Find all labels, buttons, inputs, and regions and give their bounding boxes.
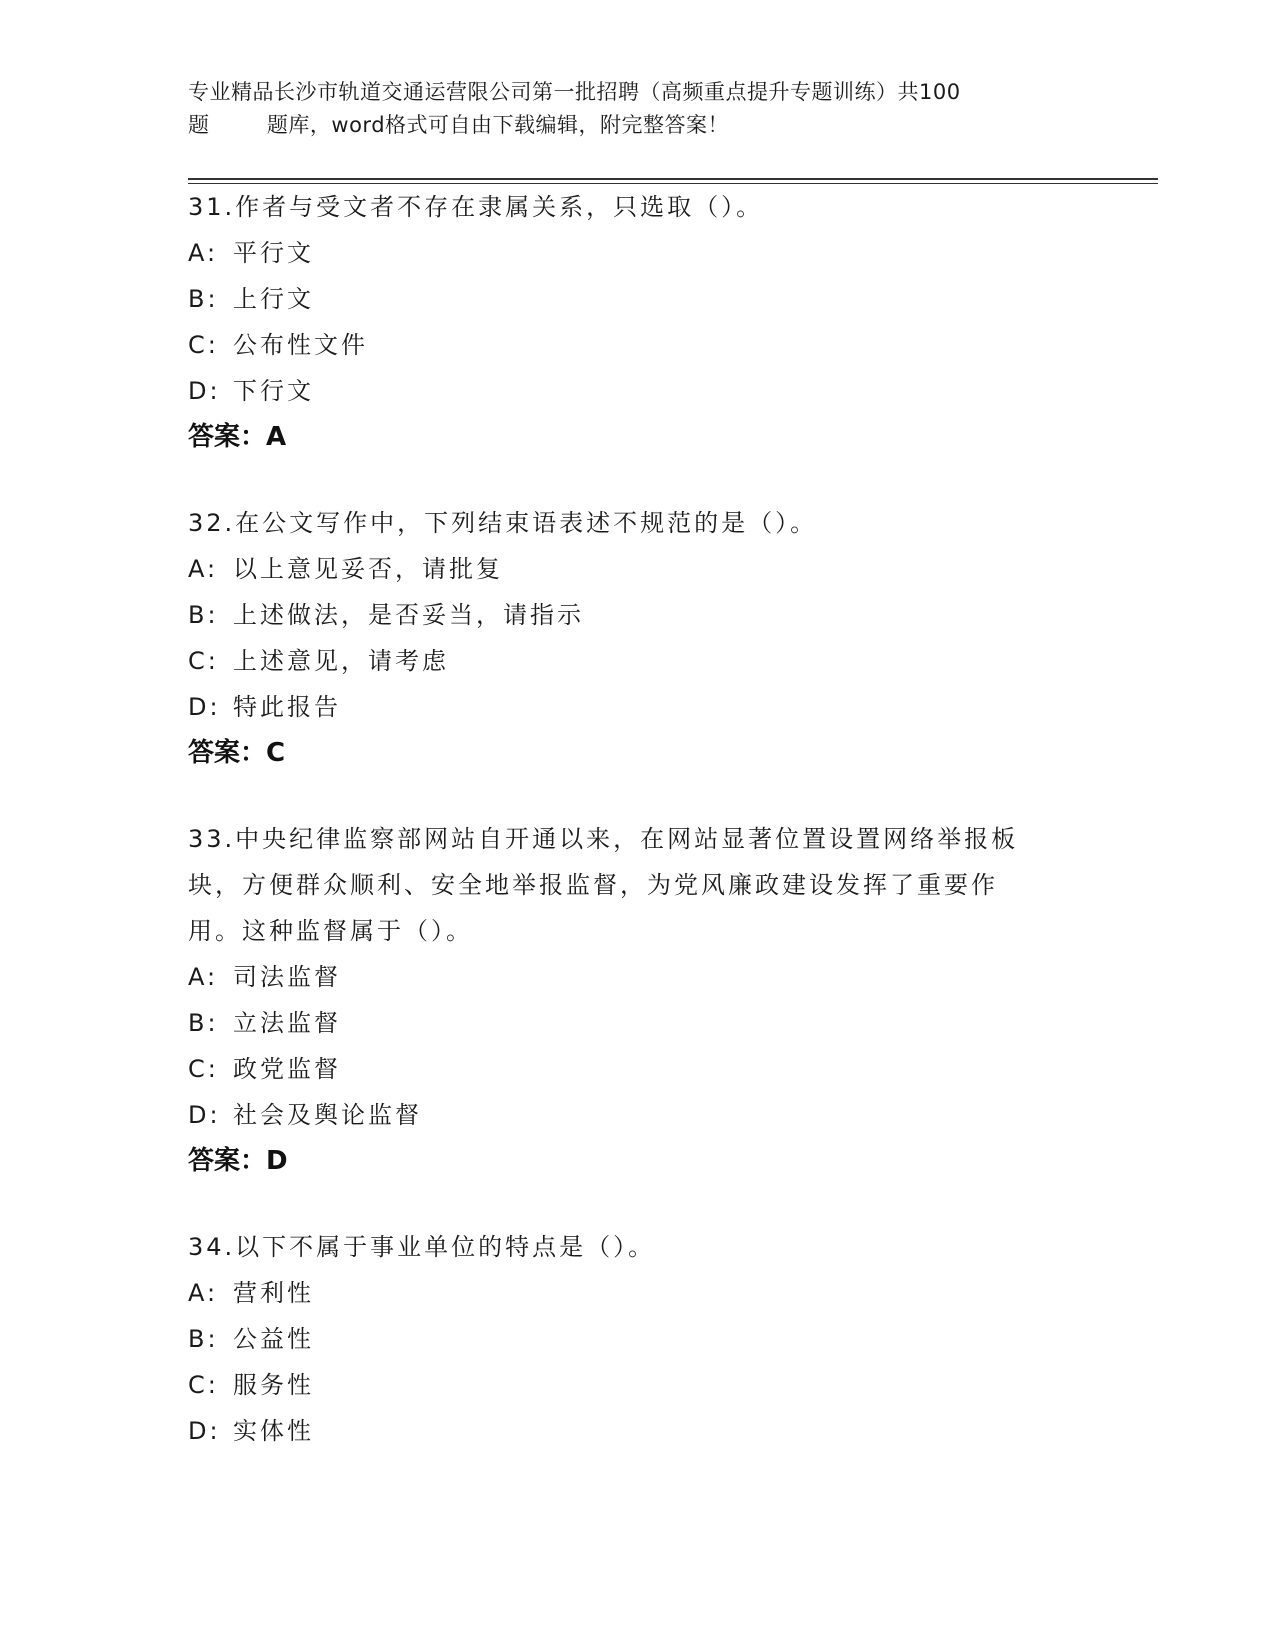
option-text: 司法监督 xyxy=(233,963,341,991)
document-header xyxy=(188,76,1088,142)
option-b xyxy=(188,592,1088,638)
option-key: D: xyxy=(188,1417,221,1445)
question-stem-line-3: 用。这种监督属于（）。 xyxy=(188,917,473,945)
option-text: 实体性 xyxy=(233,1417,314,1445)
option-key: B: xyxy=(188,601,219,629)
option-c xyxy=(188,638,1088,684)
option-text: 公益性 xyxy=(233,1325,314,1353)
option-text: 政党监督 xyxy=(233,1055,341,1083)
option-key: C: xyxy=(188,1055,219,1083)
answer-label: 答案：C xyxy=(188,738,286,768)
option-text: 上述意见，请考虑 xyxy=(233,647,449,675)
option-text: 服务性 xyxy=(233,1371,314,1399)
question-stem-line-2: 块，方便群众顺利、安全地举报监督，为党风廉政建设发挥了重要作 xyxy=(188,871,998,899)
option-key: D: xyxy=(188,693,221,721)
question-stem-line-1: 33.中央纪律监察部网站自开通以来，在网站显著位置设置网络举报板 xyxy=(188,825,1019,853)
option-b xyxy=(188,1000,1088,1046)
option-a xyxy=(188,954,1088,1000)
header-rule-thick xyxy=(188,178,1158,180)
option-c xyxy=(188,1046,1088,1092)
option-a xyxy=(188,230,1088,276)
option-key: C: xyxy=(188,331,219,359)
option-key: A: xyxy=(188,963,219,991)
option-text: 公布性文件 xyxy=(233,331,368,359)
option-text: 上行文 xyxy=(233,285,314,313)
option-text: 平行文 xyxy=(233,239,314,267)
question-stem: 34.以下不属于事业单位的特点是（）。 xyxy=(188,1233,656,1261)
option-text: 立法监督 xyxy=(233,1009,341,1037)
option-key: C: xyxy=(188,1371,219,1399)
question-stem: 31.作者与受文者不存在隶属关系，只选取（）。 xyxy=(188,193,764,221)
question-32 xyxy=(188,500,1088,776)
option-c xyxy=(188,322,1088,368)
option-d xyxy=(188,684,1088,730)
option-d xyxy=(188,1092,1088,1138)
option-a xyxy=(188,546,1088,592)
option-key: D: xyxy=(188,1101,221,1129)
option-b xyxy=(188,1316,1088,1362)
option-b xyxy=(188,276,1088,322)
option-c xyxy=(188,1362,1088,1408)
option-key: B: xyxy=(188,1325,219,1353)
option-key: A: xyxy=(188,1279,219,1307)
option-text: 社会及舆论监督 xyxy=(233,1101,422,1129)
question-stem: 32.在公文写作中，下列结束语表述不规范的是（）。 xyxy=(188,509,818,537)
answer-label: 答案：D xyxy=(188,1146,288,1176)
option-text: 营利性 xyxy=(233,1279,314,1307)
question-33 xyxy=(188,816,1088,1184)
option-key: D: xyxy=(188,377,221,405)
option-d xyxy=(188,1408,1088,1454)
option-text: 下行文 xyxy=(233,377,314,405)
header-line-2: 题 题库，word格式可自由下载编辑，附完整答案！ xyxy=(188,113,730,137)
option-key: A: xyxy=(188,555,219,583)
option-text: 以上意见妥否，请批复 xyxy=(233,555,503,583)
option-d xyxy=(188,368,1088,414)
question-31 xyxy=(188,184,1088,460)
option-a xyxy=(188,1270,1088,1316)
option-key: B: xyxy=(188,285,219,313)
option-key: A: xyxy=(188,239,219,267)
answer-label: 答案：A xyxy=(188,422,287,452)
option-text: 上述做法，是否妥当，请指示 xyxy=(233,601,584,629)
question-34 xyxy=(188,1224,1088,1454)
option-key: C: xyxy=(188,647,219,675)
option-key: B: xyxy=(188,1009,219,1037)
header-line-1: 专业精品长沙市轨道交通运营限公司第一批招聘（高频重点提升专题训练）共100 xyxy=(188,80,961,104)
option-text: 特此报告 xyxy=(233,693,341,721)
